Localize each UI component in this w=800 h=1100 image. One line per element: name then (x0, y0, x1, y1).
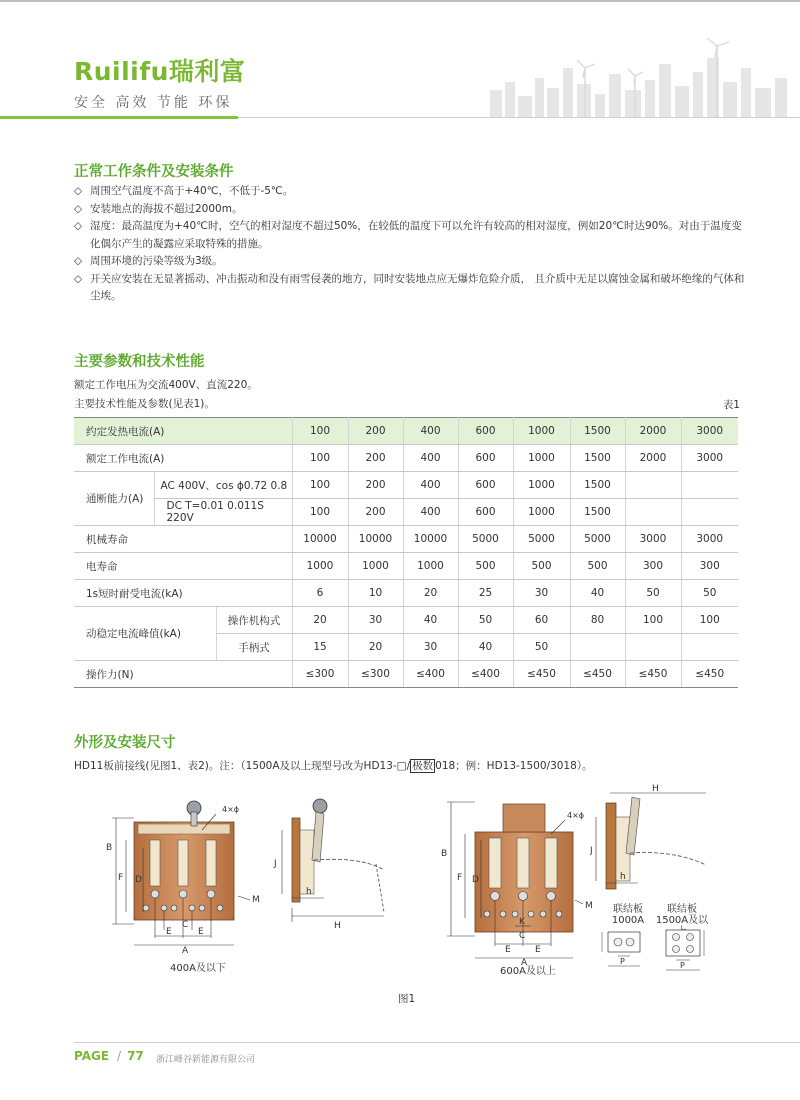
table-cell: ≤400 (403, 661, 458, 688)
table-cell: 200 (348, 418, 403, 445)
brand-logo: Ruilifu瑞利富 (74, 57, 246, 86)
bullet-marker: ◇ (74, 202, 83, 215)
table-cell: 100 (292, 472, 348, 499)
table-row (74, 553, 738, 580)
table-cell: 额定工作电流(A) (74, 445, 292, 472)
table-cell: 3000 (681, 526, 738, 553)
table-cell: 600 (458, 472, 513, 499)
spec-table (74, 417, 738, 688)
dim-label-a: A (521, 958, 528, 965)
table-row (74, 661, 738, 688)
dim-label-m: M (585, 901, 593, 911)
table-cell: 600 (458, 418, 513, 445)
dim-label-a: A (182, 946, 189, 956)
city-skyline-graphic (485, 38, 800, 118)
caption-400a: 400A及以下 (170, 963, 226, 974)
table-cell: ≤400 (458, 661, 513, 688)
drawing-front-400a (98, 790, 268, 960)
table-cell: 200 (348, 445, 403, 472)
table-cell: 6 (292, 580, 348, 607)
dim-label-d: D (472, 875, 479, 885)
dim-label-holes: 4×ɸ (567, 811, 585, 820)
table-cell: ≤450 (625, 661, 681, 688)
footer-rule (74, 1042, 800, 1043)
section-title-parameters: 主要参数和技术性能 (74, 354, 205, 370)
table-cell: 600 (458, 445, 513, 472)
dim-label-c: C (182, 920, 189, 930)
table-cell: 1000 (403, 553, 458, 580)
dim-label-e: E (198, 927, 204, 937)
list-item: ◇ 周围环境的污染等级为3级。 (74, 253, 746, 271)
dim-label-p: P (620, 957, 625, 966)
table-cell: 100 (292, 445, 348, 472)
table-cell: 30 (348, 607, 403, 634)
table-cell: 100 (625, 607, 681, 634)
dim-label-holes: 4×ɸ (222, 805, 240, 814)
company-name: 浙江峰谷新能源有限公司 (156, 1055, 256, 1065)
dim-label-e: E (535, 945, 541, 955)
table-cell: 50 (681, 580, 738, 607)
table-cell: 2000 (625, 445, 681, 472)
table-cell: 500 (570, 553, 625, 580)
table-cell: 50 (625, 580, 681, 607)
list-item: ◇ 开关应安装在无显著摇动、冲击振动和没有雨雪侵袭的地方，同时安装地点应无爆炸危险介质， 且介质中无足以腐蚀金属和破坏绝缘的气体和尘埃。 (74, 272, 745, 302)
dim-label-c: C (519, 931, 526, 941)
table-cell: 80 (570, 607, 625, 634)
table-cell (625, 634, 681, 661)
table-cell: 200 (348, 499, 403, 526)
table-cell: 5000 (570, 526, 625, 553)
dim-label-b: B (441, 849, 448, 859)
table-cell: 手柄式 (216, 634, 292, 661)
dim-label-k: K (519, 917, 525, 927)
bullet-marker: ◇ (74, 255, 83, 267)
table-cell: 通断能力(A) (74, 472, 154, 526)
table-cell (625, 472, 681, 499)
table-cell: 30 (403, 634, 458, 661)
link-plate-1500a-label: 联结板 1500A及以 (655, 904, 709, 926)
drawing-side-400a (272, 790, 402, 940)
table-cell: 1000 (513, 445, 570, 472)
drawing-link-plate-1500a (656, 926, 712, 976)
rated-voltage-text: 额定工作电压为交流400V、直流220。 (74, 379, 258, 391)
table-cell: 30 (513, 580, 570, 607)
table-cell: 操作力(N) (74, 661, 292, 688)
link-plate-1000a-label: 联结板 1000A (611, 904, 645, 926)
table-cell: 机械寿命 (74, 526, 292, 553)
table-cell: 100 (681, 607, 738, 634)
dim-label-p: P (680, 961, 685, 970)
table-row (74, 499, 738, 526)
table-cell: 10000 (403, 526, 458, 553)
table-cell: 1500 (570, 472, 625, 499)
figure-caption: 图1 (398, 993, 416, 1005)
table-cell: 400 (403, 445, 458, 472)
dim-label-j: J (590, 846, 593, 856)
table-cell: AC 400V、cos ɸ0.72 0.8 (154, 472, 292, 499)
table-cell: 1s短时耐受电流(kA) (74, 580, 292, 607)
caption-600a: 600A及以上 (500, 966, 556, 977)
drawing-link-plate-1000a (598, 926, 654, 976)
table-cell: 约定发热电流(A) (74, 418, 292, 445)
slogan: 安全 高效 节能 环保 (74, 95, 233, 111)
table-cell: 40 (403, 607, 458, 634)
table-cell: 20 (348, 634, 403, 661)
table-row (74, 526, 738, 553)
table-cell: 60 (513, 607, 570, 634)
dim-label-h-small: h (306, 887, 312, 897)
table-cell: 50 (513, 634, 570, 661)
table-caption: 表1 (722, 399, 740, 411)
dim-label-e: E (166, 927, 172, 937)
table-cell: 15 (292, 634, 348, 661)
table-cell: 400 (403, 472, 458, 499)
table-intro-text: 主要技术性能及参数(见表1)。 (74, 398, 215, 410)
table-cell: 1500 (570, 445, 625, 472)
table-cell: 3000 (681, 418, 738, 445)
table-row (74, 445, 738, 472)
dim-label-m: M (252, 895, 260, 905)
table-cell (681, 634, 738, 661)
table-cell: 25 (458, 580, 513, 607)
table-row (74, 472, 738, 499)
table-cell: 3000 (681, 445, 738, 472)
section-title-conditions: 正常工作条件及安装条件 (74, 164, 234, 180)
table-cell: ≤300 (348, 661, 403, 688)
table-cell: 5000 (458, 526, 513, 553)
list-item: ◇ 安装地点的海拔不超过2000m。 (74, 201, 746, 219)
top-border (0, 0, 800, 2)
table-cell: 50 (458, 607, 513, 634)
table-cell: 400 (403, 418, 458, 445)
bullet-marker: ◇ (74, 220, 83, 232)
table-row (74, 580, 738, 607)
drawing-front-600a (435, 790, 605, 965)
table-cell: 3000 (625, 526, 681, 553)
table-cell: 10000 (348, 526, 403, 553)
table-cell: 400 (403, 499, 458, 526)
table-cell: 操作机构式 (216, 607, 292, 634)
boxed-text: 极数 (412, 760, 434, 772)
table-cell: 动稳定电流峰值(kA) (74, 607, 216, 661)
table-cell: 1000 (292, 553, 348, 580)
table-cell: ≤450 (513, 661, 570, 688)
bullet-marker: ◇ (74, 272, 83, 285)
dim-label-j: J (274, 859, 277, 869)
dim-label-h: H (652, 784, 659, 794)
table-cell: 300 (681, 553, 738, 580)
table-cell: 40 (458, 634, 513, 661)
drawing-side-600a (590, 783, 720, 903)
table-cell: 1000 (348, 553, 403, 580)
table-cell: 500 (513, 553, 570, 580)
table-cell: 电寿命 (74, 553, 292, 580)
list-item: ◇ 湿度：最高温度为+40℃时，空气的相对湿度不超过50%，在较低的温度下可以允许有较高的相对湿度，例如20℃时达90%。对由于温度变化偶尔产生的凝露应采取特殊的措施。 (74, 220, 742, 250)
table-cell: 1000 (513, 418, 570, 445)
bullet-marker: ◇ (74, 185, 83, 197)
table-cell: 100 (292, 499, 348, 526)
table-cell: 10000 (292, 526, 348, 553)
table-cell (681, 472, 738, 499)
table-cell (681, 499, 738, 526)
table-cell: ≤450 (681, 661, 738, 688)
table-cell: 2000 (625, 418, 681, 445)
table-cell: 20 (292, 607, 348, 634)
table-cell: ≤450 (570, 661, 625, 688)
table-cell (570, 634, 625, 661)
table-cell: 20 (403, 580, 458, 607)
page-number: PAGE / 77 (74, 1049, 144, 1063)
header-accent-bar (0, 116, 238, 119)
table-cell: 300 (625, 553, 681, 580)
table-header-row (74, 418, 738, 445)
dim-label-f: F (457, 873, 463, 883)
table-cell: 1500 (570, 499, 625, 526)
table-cell: 40 (570, 580, 625, 607)
table-cell: DC T=0.01 0.011S 220V (154, 499, 292, 526)
dim-label-f: F (118, 873, 124, 883)
dim-label-h: H (334, 921, 341, 931)
table-cell: 10 (348, 580, 403, 607)
table-cell: 5000 (513, 526, 570, 553)
dimensions-note: HD11板前接线(见图1、表2)。注：（1500A及以上现型号改为HD13-□/ 极数 018；例：HD13-1500/3018）。 (74, 760, 593, 772)
table-row (74, 607, 738, 634)
dim-label-b: B (106, 843, 113, 853)
list-item: ◇ 周围空气温度不高于+40℃，不低于-5℃。 (74, 183, 746, 201)
conditions-list (74, 183, 746, 306)
section-title-dimensions: 外形及安装尺寸 (74, 735, 176, 751)
table-cell: 100 (292, 418, 348, 445)
dim-label-e: E (505, 945, 511, 955)
dim-label-d: D (135, 875, 142, 885)
table-cell: 200 (348, 472, 403, 499)
table-cell: 600 (458, 499, 513, 526)
table-cell: 1500 (570, 418, 625, 445)
table-cell (625, 499, 681, 526)
table-cell: 500 (458, 553, 513, 580)
table-cell: ≤300 (292, 661, 348, 688)
table-cell: 1000 (513, 499, 570, 526)
dim-label-h-small: h (620, 872, 626, 882)
table-cell: 1000 (513, 472, 570, 499)
